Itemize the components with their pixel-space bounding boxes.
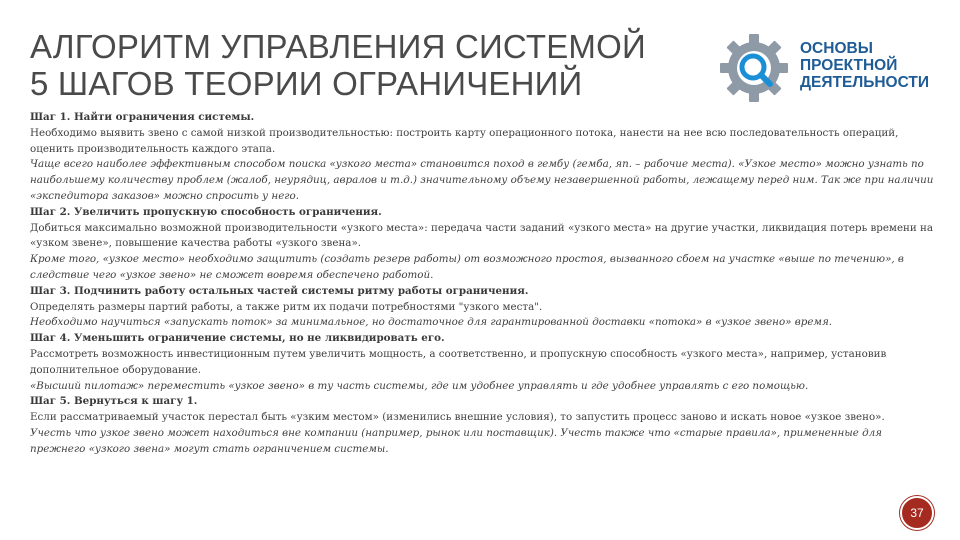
step-1-heading: Шаг 1. Найти ограничения системы.: [30, 111, 255, 123]
step-3-text: Определять размеры партий работы, а также ритм их подачи потребностями "узкого места".: [30, 300, 543, 313]
title-line-2: 5 ШАГОВ ТЕОРИИ ОГРАНИЧЕНИЙ: [30, 65, 583, 102]
step-3-heading: Шаг 3. Подчинить работу остальных частей системы ритму работы ограничения.: [30, 284, 529, 297]
logo-line-2: ПРОЕКТНОЙ: [800, 57, 898, 74]
step-4-note: «Высший пилотаж» переместить «узкое звено» в ту часть системы, где им удобнее управлять и где удобнее управлять с его помощью.: [30, 379, 809, 392]
title-line-1: АЛГОРИТМ УПРАВЛЕНИЯ СИСТЕМОЙ: [30, 28, 646, 65]
logo-line-3: ДЕЯТЕЛЬНОСТИ: [800, 74, 930, 91]
logo-text: [800, 40, 929, 91]
step-2-heading: Шаг 2. Увеличить пропускную способность ограничения.: [30, 205, 382, 218]
step-3-note: Необходимо научиться «запускать поток» за минимальное, но достаточное для гарантированной доставки «потока» в «узкое звено» время.: [30, 316, 833, 329]
gear-magnifier-icon: [716, 30, 792, 106]
step-1-note: Чаще всего наиболее эффективным способом поиска «узкого места» становится поход в гембу (гемба, яп. – рабочие места). «Узкое место» можно узнать по наибольшему количеству проблем (жалоб, неурядиц, авралов и т.д.) значительному объему незавершенной работы, лежащему перед ним. Так же при наличии «экспедитора заказов» можно спросить у него.: [30, 158, 934, 202]
step-5-note: Учесть что узкое звено может находиться вне компании (например, рынок или поставщик). Учесть также что «старые правила», примененные для прежнего «узкого звена» могут стать ограничением системы.: [30, 426, 882, 455]
page-number-badge: 37: [900, 496, 934, 530]
content-body: [30, 110, 935, 458]
step-2-text: Добиться максимально возможной производительности «узкого места»: передача части заданий «узкого места» на другие участки, ликвидация потерь времени на «узком звене», повышение качества работы «узкого звена».: [30, 221, 934, 250]
logo: [716, 30, 952, 110]
step-4-heading: Шаг 4. Уменьшить ограничение системы, но не ликвидировать его.: [30, 332, 445, 345]
step-4-text: Рассмотреть возможность инвестиционным путем увеличить мощность, а соответственно, и пропускную способность «узкого места», например, установив дополнительное оборудование.: [30, 347, 887, 376]
step-1-text: Необходимо выявить звено с самой низкой производительностью: построить карту операционного потока, нанести на нее всю последовательность операций, оценить производительность каждого этапа.: [30, 126, 899, 155]
step-2-note: Кроме того, «узкое место» необходимо защитить (создать резерв работы) от возможного простоя, вызванного сбоем на участке «выше по течению», в следствие чего «узкое звено» не сможет вовремя обеспечено работой.: [30, 253, 904, 281]
step-5-text: Если рассматриваемый участок перестал быть «узким местом» (изменились внешние условия), то запустить процесс заново и искать новое «узкое звено».: [30, 411, 885, 424]
logo-line-1: ОСНОВЫ: [800, 40, 873, 57]
slide-title: [30, 28, 720, 102]
step-5-heading: Шаг 5. Вернуться к шагу 1.: [30, 395, 198, 408]
